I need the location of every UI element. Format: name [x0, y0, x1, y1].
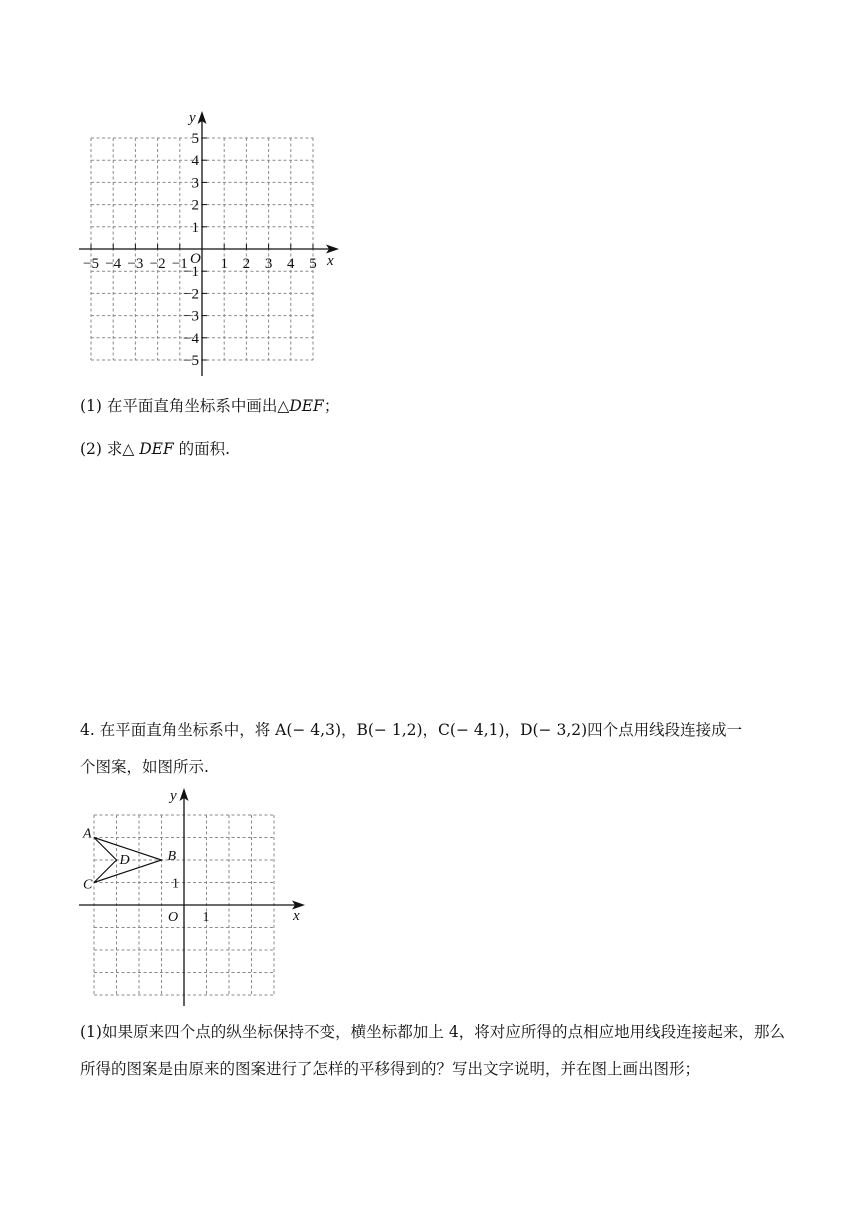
- point-label-c: C: [83, 877, 93, 893]
- y-tick-label: −2: [183, 286, 199, 303]
- x-tick-label: −5: [83, 256, 99, 272]
- x-tick-label: −4: [105, 256, 122, 272]
- y-tick-label: −3: [183, 308, 199, 325]
- y-tick-label: 4: [191, 153, 199, 170]
- x-axis-label: x: [293, 908, 300, 924]
- part1-suffix: ；: [323, 397, 340, 415]
- y-axis-label: y: [189, 110, 196, 126]
- y-tick-label: −1: [183, 264, 199, 281]
- x-tick-label: −3: [127, 256, 144, 272]
- problem4-part1: (1)如果原来四个点的纵坐标保持不变，横坐标都加上 4，将对应所得的点相应地用线段连接起来，那么所得的图案是由原来的图案进行了怎样的平移得到的？写出文字说明，并在图上画出图形；: [80, 1023, 785, 1078]
- axes: [79, 788, 305, 1006]
- point-label-d: D: [119, 853, 130, 868]
- x-tick-label: 1: [202, 910, 210, 925]
- point-label-b: B: [167, 849, 177, 864]
- part2-text: (2) 求△: [80, 440, 140, 458]
- part2-suffix: 的面积.: [173, 440, 231, 458]
- triangle-name: DEF: [289, 397, 324, 415]
- part1-text: (1) 在平面直角坐标系中画出△: [80, 397, 290, 415]
- y-tick-label: 1: [172, 876, 179, 892]
- y-tick-label: −4: [183, 330, 199, 347]
- y-axis-label: y: [170, 788, 177, 804]
- point-label-a: A: [83, 826, 92, 842]
- problem4-intro-line1: 4. 在平面直角坐标系中，将 A(− 4,3)，B(− 1,2)，C(− 4,1)，D(− 3,2)四个点用线段连接成一: [80, 721, 743, 739]
- y-tick-label: 3: [191, 175, 199, 192]
- problem4-intro-line2: 个图案，如图所示.: [80, 758, 209, 776]
- origin-label: O: [168, 910, 179, 925]
- y-tick-label: 5: [191, 131, 199, 147]
- x-tick-label: −1: [171, 256, 188, 272]
- x-tick-label: 3: [264, 256, 273, 272]
- coordinate-grid-2: [0, 0, 340, 1020]
- y-tick-label: 1: [191, 219, 199, 236]
- x-tick-label: 5: [309, 256, 317, 272]
- x-tick-label: −2: [149, 256, 166, 272]
- y-tick-label: 2: [191, 197, 199, 214]
- x-axis-label: x: [327, 253, 334, 269]
- triangle-name: DEF: [139, 440, 174, 458]
- x-tick-label: 1: [220, 256, 228, 272]
- y-tick-label: −5: [183, 353, 199, 369]
- x-tick-label: 2: [242, 256, 251, 272]
- x-tick-label: 4: [287, 256, 295, 272]
- origin-label: O: [190, 251, 201, 267]
